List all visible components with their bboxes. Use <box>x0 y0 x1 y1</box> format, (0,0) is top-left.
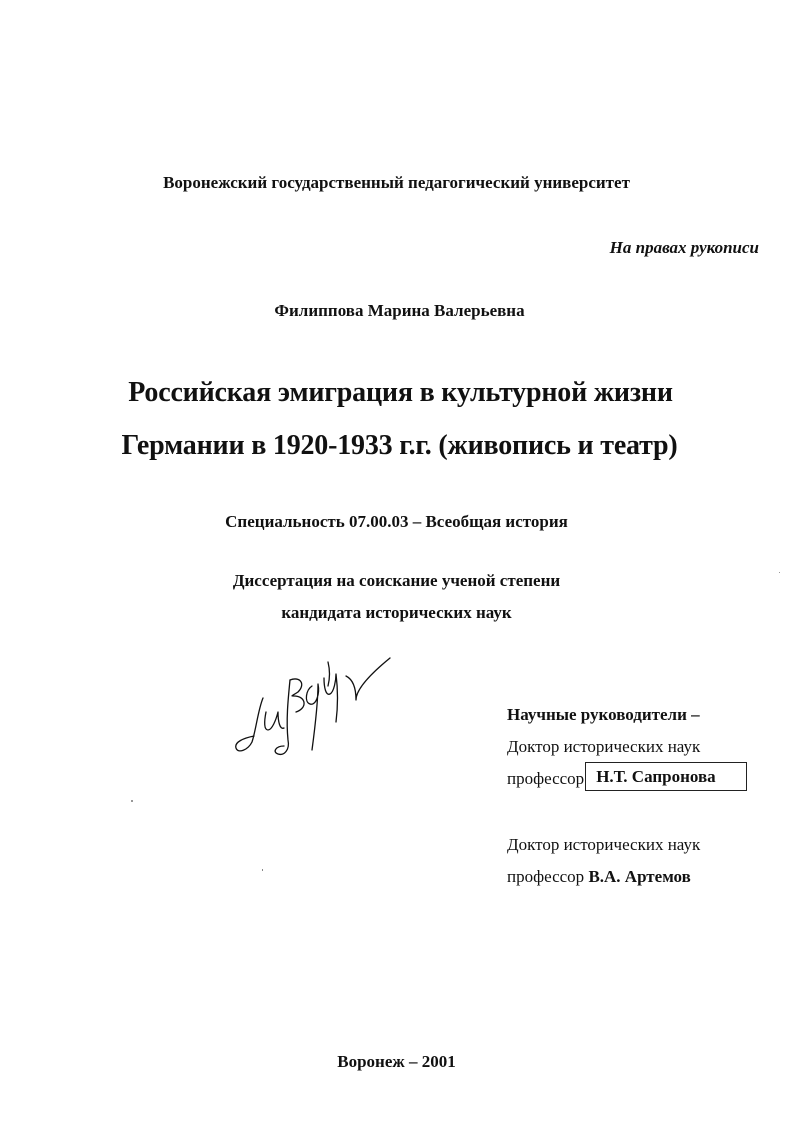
advisors-heading: Научные руководители – <box>507 705 700 724</box>
advisor-2-name: В.А. Артемов <box>588 867 691 886</box>
specialty: Специальность 07.00.03 – Всеобщая история <box>225 512 568 531</box>
advisor-1-title: профессор <box>507 769 585 788</box>
advisors-block <box>507 699 747 893</box>
advisor-1-name-box: Н.Т. Сапронова <box>585 762 747 791</box>
dissertation-title-line-1: Российская эмиграция в культурной жизни <box>128 377 673 408</box>
advisor-2-degree: Доктор исторических наук <box>507 835 701 854</box>
author-name: Филиппова Марина Валерьевна <box>274 301 525 320</box>
city-year: Воронеж – 2001 <box>337 1052 456 1071</box>
spacer <box>507 795 747 829</box>
degree-statement-line-1: Диссертация на соискание ученой степени <box>232 571 561 590</box>
advisor-2-title: профессор <box>507 867 585 886</box>
degree-statement-line-2: кандидата исторических наук <box>281 603 512 622</box>
university-name: Воронежский государственный педагогический университет <box>163 173 630 192</box>
manuscript-note: На правах рукописи <box>609 238 759 257</box>
dissertation-title-line-2: Германии в 1920-1933 г.г. (живопись и театр) <box>121 430 678 461</box>
advisor-2-line <box>507 861 747 893</box>
scan-speck <box>779 572 780 573</box>
advisor-1-line <box>507 763 747 795</box>
advisor-1-degree: Доктор исторических наук <box>507 737 701 756</box>
scan-speck <box>131 800 133 802</box>
signature-icon <box>228 650 408 770</box>
scan-speck <box>262 869 263 871</box>
